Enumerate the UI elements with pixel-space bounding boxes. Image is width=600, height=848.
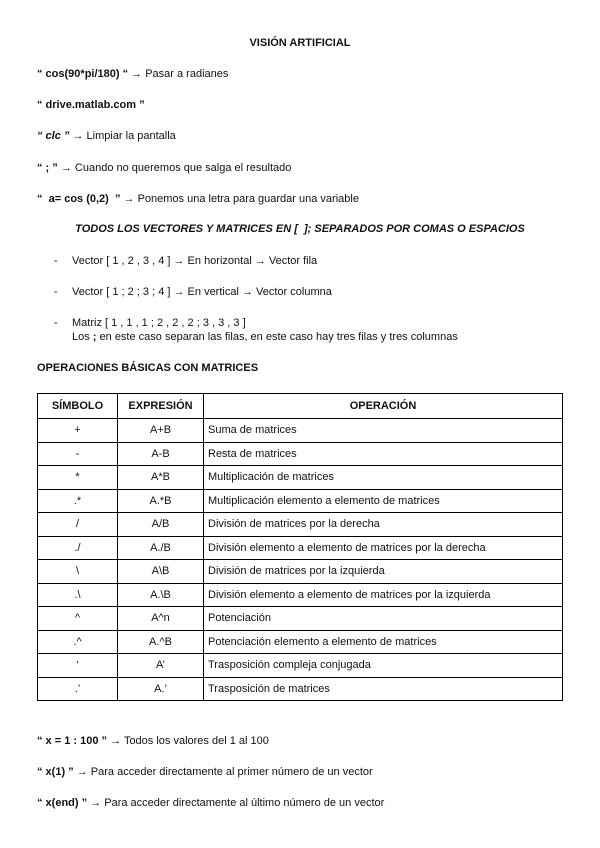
cell-expression: A.\B [118,583,204,607]
note-range [37,735,269,747]
cell-symbol: ‘ [38,654,118,678]
bullet-dash: - [54,286,58,298]
bullet-text: Vector [ 1 , 2 , 3 , 4 ] → En horizontal → Vector fila [72,255,318,267]
note-clc [37,130,176,142]
cell-expression: A+B [118,419,204,443]
cell-operation: División de matrices por la izquierda [204,560,563,584]
cell-expression: A^n [118,607,204,631]
cell-expression: A’ [118,654,204,678]
cell-symbol: - [38,442,118,466]
arrow: → [72,130,84,142]
note-last-element [37,797,384,809]
note-code: “ x = 1 : 100 ” [37,735,108,747]
note-semicolon [37,162,291,174]
arrow: → [90,797,102,809]
note-variable [37,193,359,205]
document-title: VISIÓN ARTIFICIAL [249,37,351,49]
cell-expression: A\B [118,560,204,584]
cell-operation: Multiplicación de matrices [204,466,563,490]
cell-expression: A/B [118,513,204,537]
cell-symbol: .^ [38,630,118,654]
arrow: → [123,193,135,205]
note-code: “ cos(90*pi/180) “ [37,68,129,80]
header-operation: OPERACIÓN [204,394,563,419]
cell-expression: A.’ [118,677,204,701]
cell-symbol: / [38,513,118,537]
note-drive [37,99,145,111]
cell-operation: División elemento a elemento de matrices por la derecha [204,536,563,560]
bullet-text: Vector [ 1 ; 2 ; 3 ; 4 ] → En vertical → Vector columna [72,286,332,298]
note-desc: Cuando no queremos que salga el resultado [74,162,292,174]
cell-operation: Suma de matrices [204,419,563,443]
cell-operation: División de matrices por la derecha [204,513,563,537]
cell-expression: A.*B [118,489,204,513]
table-row [38,419,563,443]
cell-symbol: ./ [38,536,118,560]
arrow: → [131,68,143,80]
cell-symbol: \ [38,560,118,584]
header-expression: EXPRESIÓN [118,394,204,419]
cell-operation: Potenciación elemento a elemento de matrices [204,630,563,654]
table-row [38,442,563,466]
arrow: → [110,735,122,747]
arrow: → [76,766,88,778]
cell-expression: A*B [118,466,204,490]
table-row [38,513,563,537]
cell-operation: Trasposición compleja conjugada [204,654,563,678]
cell-symbol: .* [38,489,118,513]
table-row [38,583,563,607]
bullet-item [54,317,458,343]
cell-symbol: .\ [38,583,118,607]
cell-operation: Trasposición de matrices [204,677,563,701]
cell-symbol: * [38,466,118,490]
ops-section-title: OPERACIONES BÁSICAS CON MATRICES [37,362,259,374]
note-desc: Para acceder directamente al primer número de un vector [87,766,373,778]
table-header-row [38,394,563,419]
cell-expression: A./B [118,536,204,560]
note-first-element [37,766,373,778]
note-code: “ ; ” [37,162,58,174]
cell-symbol: ^ [38,607,118,631]
note-desc: Limpiar la pantalla [86,130,176,142]
cell-operation: Multiplicación elemento a elemento de matrices [204,489,563,513]
table-row [38,489,563,513]
note-code: “ x(1) ” [37,766,74,778]
bullet-dash: - [54,255,58,267]
table-row [38,466,563,490]
vectors-heading: TODOS LOS VECTORES Y MATRICES EN [ ]; SEPARADOS POR COMAS O ESPACIOS [75,223,525,235]
bullet-dash: - [54,317,58,329]
bullet-item [54,255,317,267]
bullet-item [54,286,332,298]
cell-operation: Potenciación [204,607,563,631]
table-row [38,560,563,584]
arrow: → [60,162,72,174]
cell-symbol: .’ [38,677,118,701]
cell-operation: División elemento a elemento de matrices por la izquierda [204,583,563,607]
note-desc: Pasar a radianes [145,68,229,80]
table-row [38,536,563,560]
note-desc: Para acceder directamente al último número de un vector [104,797,385,809]
bullet-subtext: Los ; en este caso separan las filas, en este caso hay tres filas y tres columnas [72,331,458,343]
table-row [38,630,563,654]
cell-operation: Resta de matrices [204,442,563,466]
note-code: “ a= cos (0,2) ” [37,193,121,205]
note-code: “ drive.matlab.com ” [37,99,145,111]
bullet-text: Matriz [ 1 , 1 , 1 ; 2 , 2 , 2 ; 3 , 3 , 3 ] [72,317,246,329]
operations-table [37,393,563,701]
note-desc: Ponemos una letra para guardar una variable [137,193,359,205]
table-row [38,677,563,701]
table-row [38,654,563,678]
table-row [38,607,563,631]
header-symbol: SÍMBOLO [38,394,118,419]
cell-expression: A-B [118,442,204,466]
cell-expression: A.^B [118,630,204,654]
note-code: “ clc ” [37,130,70,142]
note-code: “ x(end) ” [37,797,88,809]
note-desc: Todos los valores del 1 al 100 [123,735,269,747]
cell-symbol: + [38,419,118,443]
note-cos [37,68,228,80]
